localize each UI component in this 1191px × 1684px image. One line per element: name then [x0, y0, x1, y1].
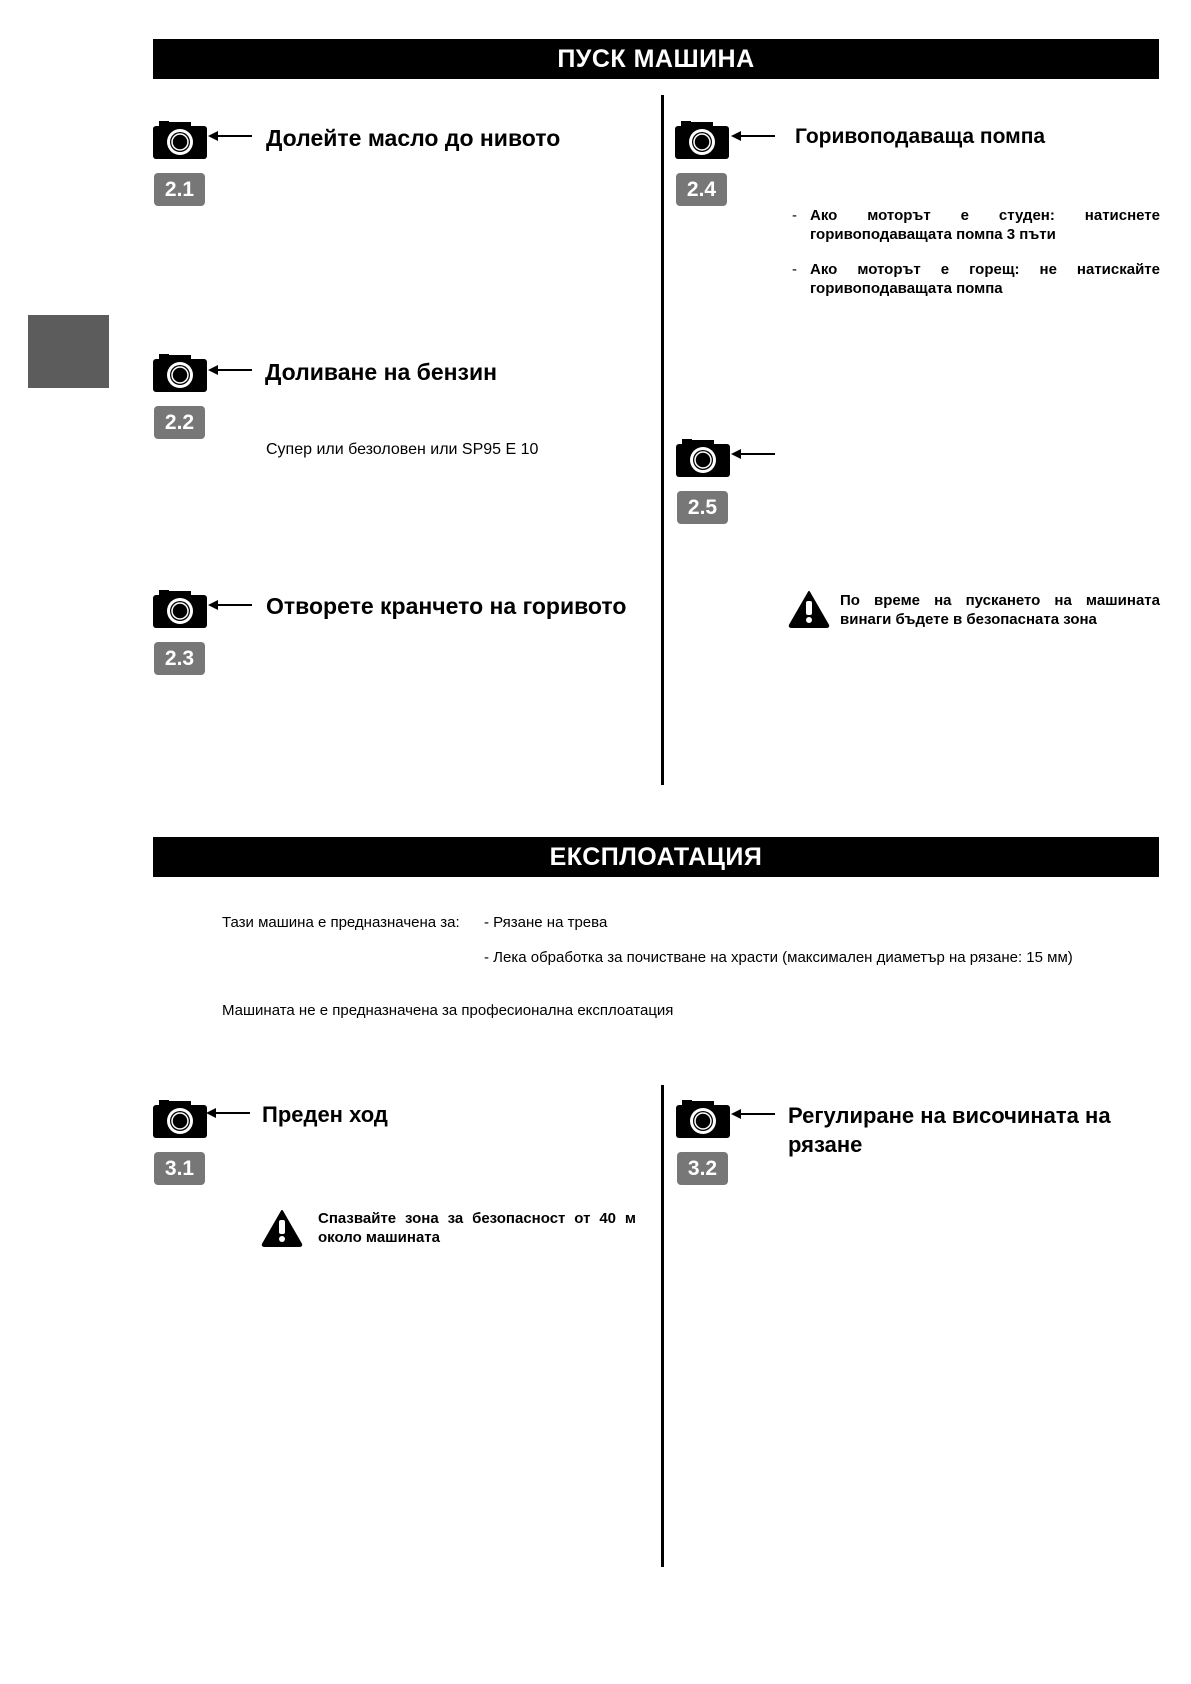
step-number-badge: 2.2 — [154, 406, 205, 439]
column-divider-bottom — [661, 1085, 664, 1567]
camera-block-2-2 — [153, 354, 211, 444]
step-number-badge: 2.3 — [154, 642, 205, 675]
arrow-left-icon — [208, 364, 252, 376]
warning-text-2-5: По време на пускането на машината винаги бъдете в безопасната зона — [840, 592, 1160, 628]
arrow-left-icon — [731, 1108, 775, 1120]
camera-block-2-1 — [153, 121, 211, 211]
arrow-left-icon — [206, 1107, 250, 1119]
bullet-cold-engine — [792, 206, 1160, 244]
chapter-tab — [28, 315, 109, 388]
step-title-2-4: Горивоподаваща помпа — [795, 125, 1046, 148]
bullet-text: Ако моторът е горещ: не натискайте горивоподаващата помпа — [810, 261, 1160, 297]
step-number-badge: 3.1 — [154, 1152, 205, 1185]
warning-text-3-1: Спазвайте зона за безопасност от 40 м около машината — [318, 1210, 636, 1246]
fuel-type-note: Супер или безоловен или SP95 E 10 — [266, 441, 539, 458]
camera-icon — [675, 121, 729, 159]
intended-use-label: Тази машина е предназначена за: — [222, 914, 460, 931]
section-banner-operation: ЕКСПЛОАТАЦИЯ — [153, 837, 1159, 877]
use-grass-cutting: - Рязане на трева — [484, 914, 608, 931]
step-number-badge: 2.4 — [676, 173, 727, 206]
step-title-3-1: Преден ход — [262, 1102, 388, 1127]
arrow-left-icon — [208, 599, 252, 611]
camera-icon — [153, 590, 207, 628]
camera-block-3-1 — [153, 1100, 211, 1190]
bullet-hot-engine — [792, 260, 1160, 298]
step-title-2-2: Доливане на бензин — [265, 359, 498, 385]
section-banner-start: ПУСК МАШИНА — [153, 39, 1159, 79]
warning-triangle-icon — [788, 590, 830, 628]
column-divider-top — [661, 95, 664, 785]
camera-icon — [676, 1100, 730, 1138]
camera-icon — [153, 1100, 207, 1138]
camera-block-2-3 — [153, 590, 211, 680]
step-number-badge: 2.1 — [154, 173, 205, 206]
camera-icon — [153, 354, 207, 392]
warning-triangle-icon — [261, 1209, 303, 1247]
bullet-text: Ако моторът е студен: натиснете горивоподаващата помпа 3 пъти — [810, 207, 1160, 243]
step-number-badge: 2.5 — [677, 491, 728, 524]
bullet-dash: - — [792, 207, 797, 224]
step-title-2-3: Отворете кранчето на горивото — [266, 593, 627, 619]
step-title-line-2: рязане — [788, 1132, 863, 1157]
step-number-badge: 3.2 — [677, 1152, 728, 1185]
bullet-dash: - — [792, 261, 797, 278]
use-light-clearing: - Лека обработка за почистване на храсти (максимален диаметър на рязане: 15 мм) — [484, 949, 1073, 966]
camera-icon — [153, 121, 207, 159]
step-title-3-2 — [788, 1101, 1111, 1159]
arrow-left-icon — [731, 448, 775, 460]
camera-block-2-5 — [676, 439, 734, 529]
not-professional-note: Машината не е предназначена за професионална експлоатация — [222, 1002, 674, 1019]
camera-block-2-4 — [675, 121, 733, 211]
arrow-left-icon — [208, 130, 252, 142]
camera-icon — [676, 439, 730, 477]
step-title-2-1: Долейте масло до нивото — [266, 125, 561, 151]
camera-block-3-2 — [676, 1100, 734, 1190]
arrow-left-icon — [731, 130, 775, 142]
step-title-line-1: Регулиране на височината на — [788, 1103, 1111, 1128]
